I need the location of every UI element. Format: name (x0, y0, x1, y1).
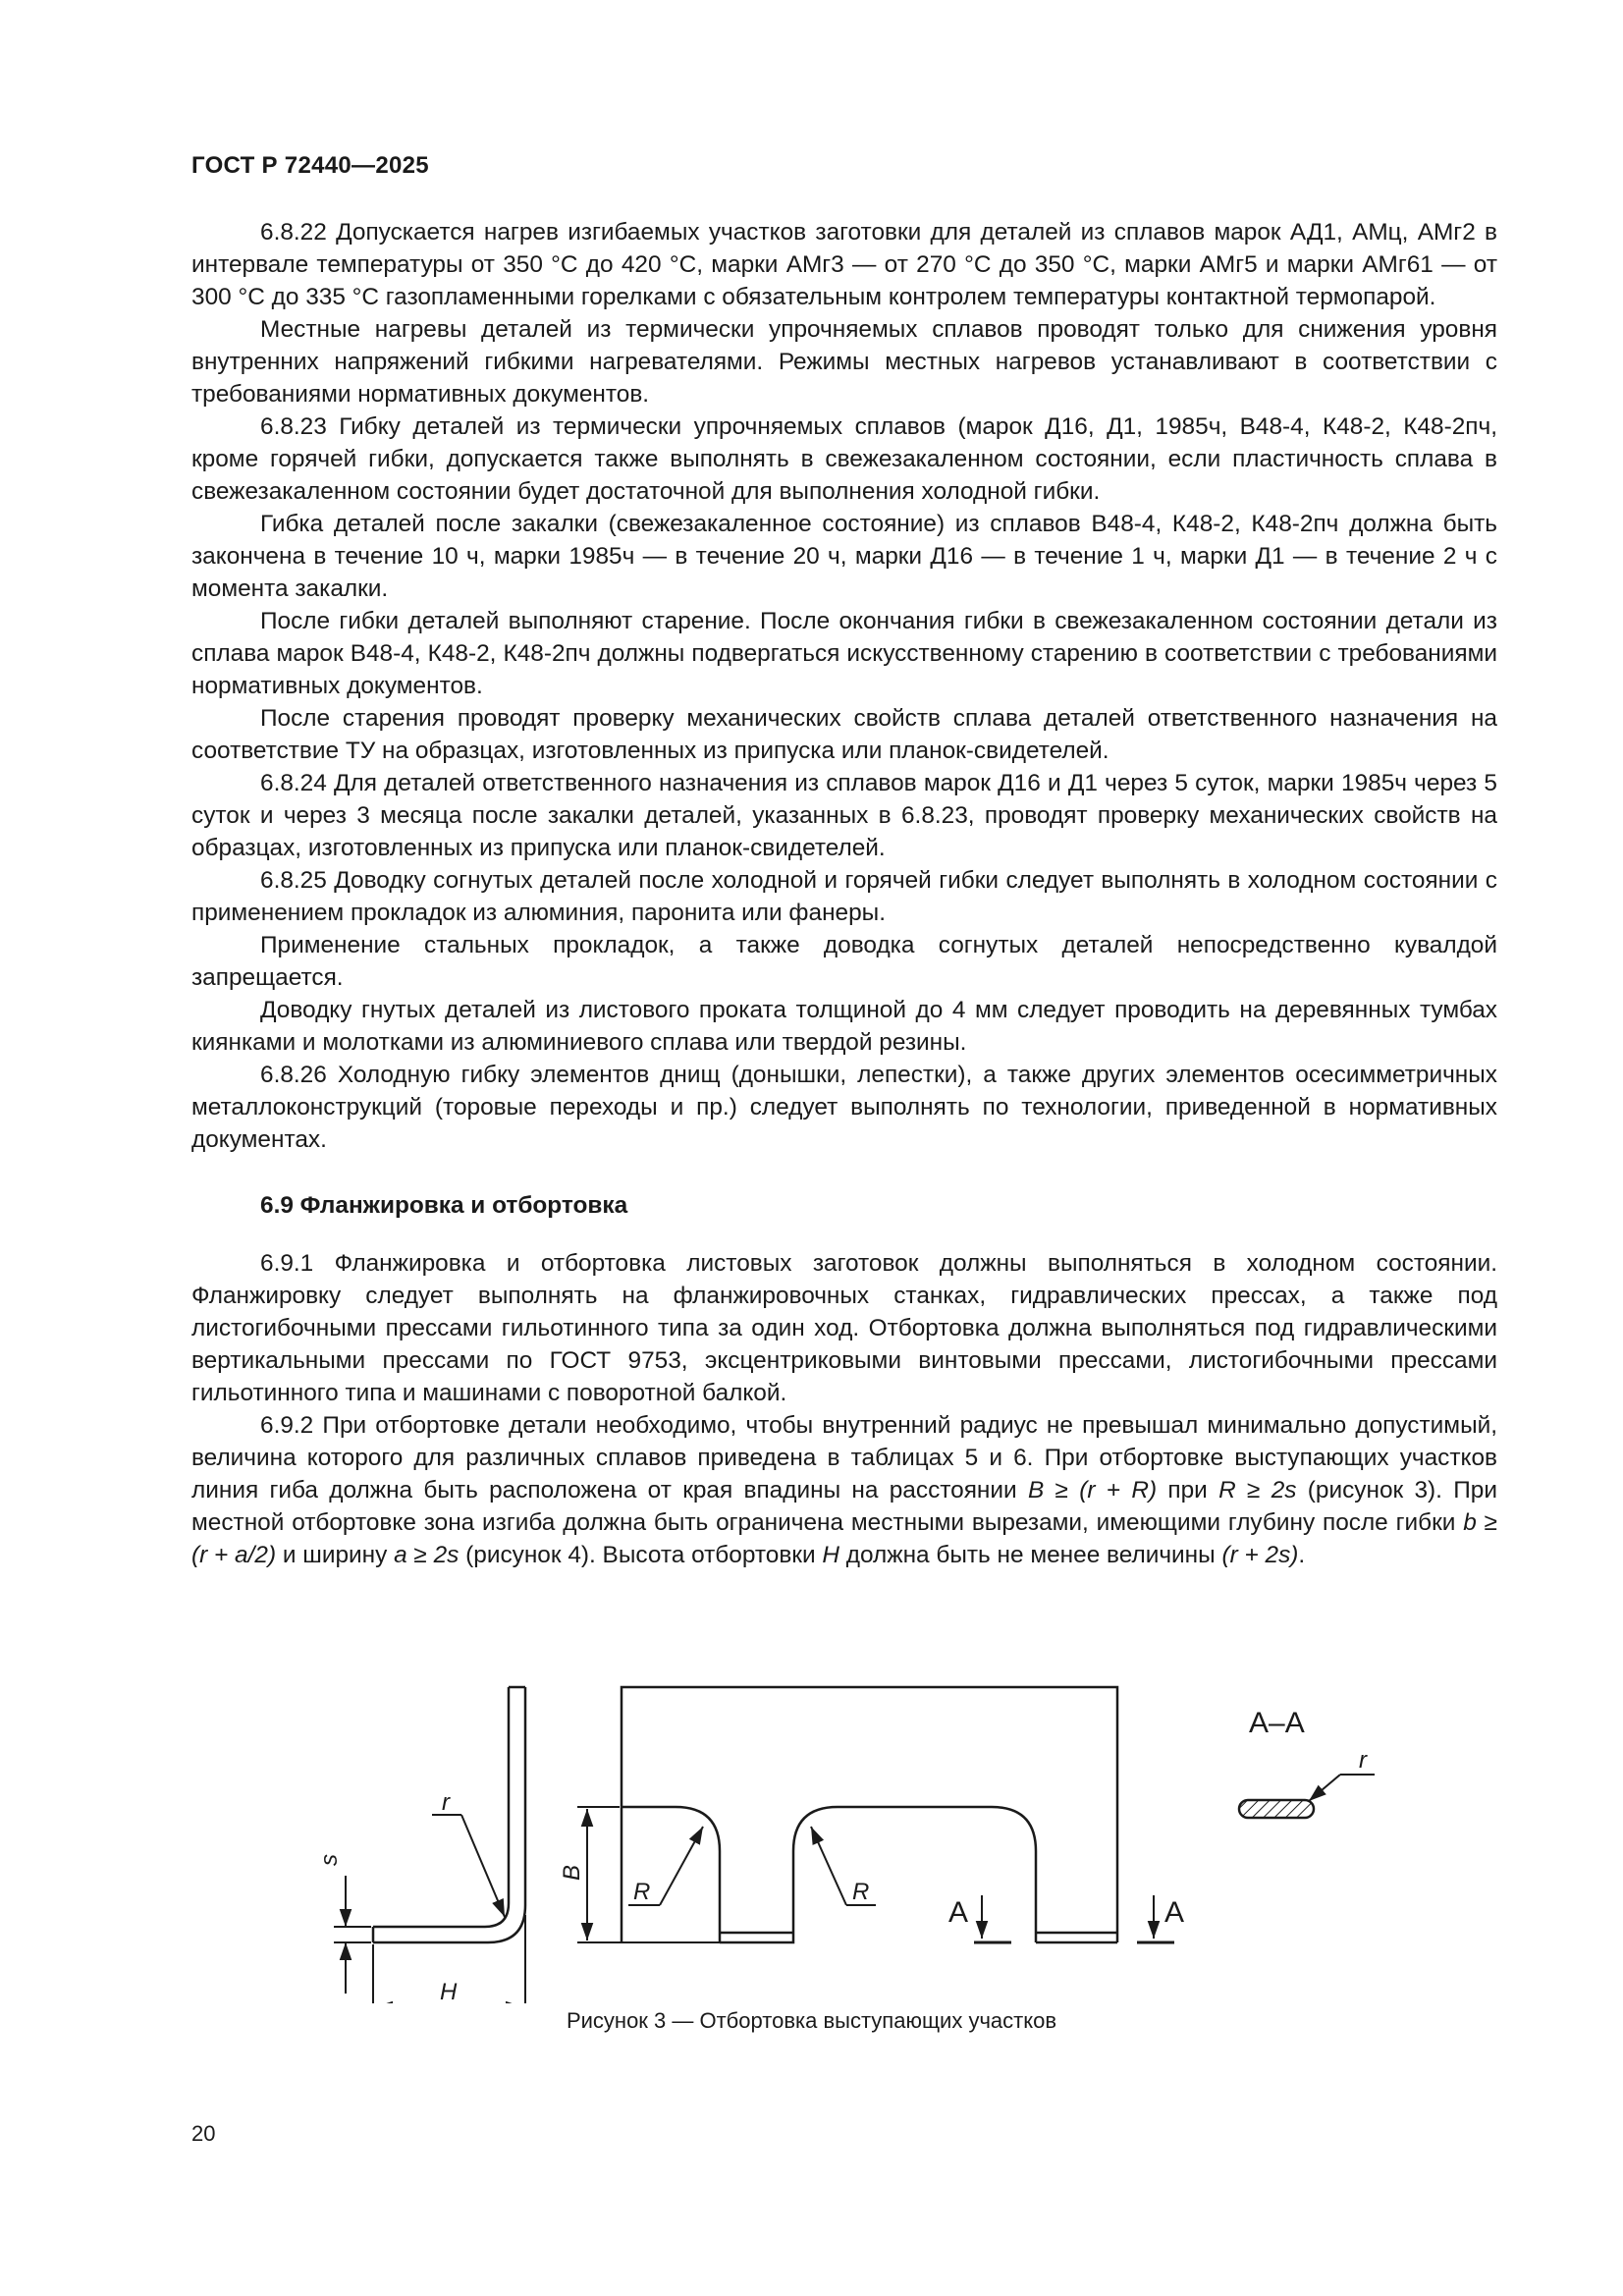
paragraph: 6.8.25 Доводку согнутых деталей после холодной и горячей гибки следует выполнять в холодном состоянии с применением прокладок из алюминия, паронита или фанеры. (191, 867, 1497, 926)
document-header: ГОСТ Р 72440—2025 (191, 152, 429, 179)
paragraph: 6.8.24 Для деталей ответственного назначения из сплавов марок Д16 и Д1 через 5 суток, марки 1985ч через 5 суток и через 3 месяца после закалки деталей, указанных в 6.8.23, проводят проверку механических свойств на образцах, изготовленных из припуска или планок-свидетелей. (191, 770, 1497, 861)
s-dimension (334, 1876, 371, 1994)
text-run: должна быть не менее величины (839, 1542, 1222, 1568)
b-dimension (577, 1807, 731, 1942)
paragraph: После гибки деталей выполняют старение. После окончания гибки в свежезакаленном состоянии детали из сплава марок В48-4, К48-2, К48-2пч должны подвергаться искусственному старению в соответствии с требованиями нормативных документов. (191, 608, 1497, 699)
paragraph: 6.9.1 Фланжировка и отбортовка листовых заготовок должны выполняться в холодном состоянии. Фланжировку следует выполнять на фланжировочных станках, гидравлических прессах, а также под листогибочными прессами гильотинного типа за один ход. Отбортовка должна выполняться под гидравлическими вертикальными прессами по ГОСТ 9753, эксцентриковыми винтовыми прессами, листогибочными прессами гильотинного типа и машинами с поворотной балкой. (191, 1250, 1497, 1406)
formula: a ≥ 2s (394, 1542, 460, 1568)
formula: H (822, 1542, 839, 1568)
formula: b ≥ (r + a/2) (191, 1509, 1497, 1568)
paragraph: Гибка деталей после закалки (свежезакаленное состояние) из сплавов В48-4, К48-2, К48-2пч должна быть закончена в течение 10 ч, марки 1985ч — в течение 20 ч, марки Д16 — в течение 1 ч, марки Д1 — в течение 2 ч с момента закалки. (191, 511, 1497, 602)
label-b: B (559, 1864, 585, 1881)
label-r-section: r (1359, 1747, 1367, 1774)
label-r1: R (633, 1879, 651, 1905)
section-view (1239, 1747, 1375, 1818)
label-a-left: A (948, 1896, 969, 1929)
r-leader (432, 1815, 505, 1917)
label-s: s (316, 1854, 343, 1866)
formula: R ≥ 2s (1218, 1477, 1297, 1503)
l-profile-inner (373, 1687, 509, 1927)
section-title: А–А (1249, 1707, 1305, 1739)
formula: B ≥ (r + R) (1027, 1477, 1158, 1503)
technical-drawing (0, 1669, 1623, 2003)
page-number: 20 (191, 2121, 216, 2146)
section-heading: 6.9 Фланжировка и отбортовка (260, 1192, 628, 1219)
section-hatched-shape (1239, 1800, 1314, 1818)
label-a-right: A (1164, 1896, 1185, 1929)
text-run: . (1298, 1542, 1306, 1568)
leader-arrow (660, 1827, 703, 1905)
text-run: 6.9.2 При отбортовке детали необходимо, чтобы внутренний радиус не превышал минимально допустимый, величина которого для различных сплавов приведена в таблицах 5 и 6. При отбортовке выступающих участков линия гиба должна быть расположена от края впадины на расстоянии (191, 1412, 1497, 1503)
figure-3 (0, 1669, 1623, 2003)
text-run: (рисунок 3). При местной отбортовке зона изгиба должна быть ограничена местными вырезами, имеющими глубину после гибки (191, 1477, 1497, 1536)
text-run: и ширину (276, 1542, 395, 1568)
paragraph: 6.8.23 Гибку деталей из термически упрочняемых сплавов (марок Д16, Д1, 1985ч, В48-4, К48-2, К48-2пч, кроме горячей гибки, допускается также выполнять в свежезакаленном состоянии, если пластичность сплава в свежезакаленном состоянии будет достаточной для выполнения холодной гибки. (191, 413, 1497, 505)
section-marker-left (974, 1895, 1011, 1942)
label-r2: R (852, 1879, 870, 1905)
label-r: r (442, 1789, 450, 1816)
paragraph: 6.8.22 Допускается нагрев изгибаемых участков заготовки для деталей из сплавов марок АД1, АМц, АМг2 в интервале температуры от 350 °С до 420 °С, марки АМг3 — от 270 °С до 350 °С, марки АМг5 и марки АМг61 — от 300 °С до 335 °С газопламенными горелками с обязательным контролем температуры контактной термопарой. (191, 219, 1497, 310)
paragraph: Местные нагревы деталей из термически упрочняемых сплавов проводят только для снижения уровня внутренних напряжений гибкими нагревателями. Режимы местных нагревов устанавливают в соответствии с требованиями нормативных документов. (191, 316, 1497, 408)
document-body (191, 216, 1497, 1571)
leader-arrow (811, 1827, 846, 1905)
leader-arrow (461, 1815, 505, 1917)
paragraph-with-formulas (191, 1409, 1497, 1571)
figure-caption: Рисунок 3 — Отбортовка выступающих участков (566, 2008, 1057, 2033)
paragraph: Доводку гнутых деталей из листового проката толщиной до 4 мм следует проводить на деревянных тумбах киянками и молотками из алюминиевого сплава или твердой резины. (191, 997, 1497, 1056)
paragraph: После старения проводят проверку механических свойств сплава деталей ответственного назначения на соответствие ТУ на образцах, изготовленных из припуска или планок-свидетелей. (191, 705, 1497, 764)
label-h: H (440, 1979, 458, 2003)
text-run: при (1157, 1477, 1219, 1503)
text-run: (рисунок 4). Высота отбортовки (459, 1542, 823, 1568)
paragraph: Применение стальных прокладок, а также доводка согнутых деталей непосредственно кувалдой запрещается. (191, 932, 1497, 991)
leader-arrow (1309, 1775, 1340, 1801)
paragraph: 6.8.26 Холодную гибку элементов днищ (донышки, лепестки), а также других элементов осесимметричных металлоконструкций (торовые переходы и пр.) следует выполнять по технологии, приведенной в нормативных документах. (191, 1062, 1497, 1153)
formula: (r + 2s) (1221, 1542, 1299, 1568)
